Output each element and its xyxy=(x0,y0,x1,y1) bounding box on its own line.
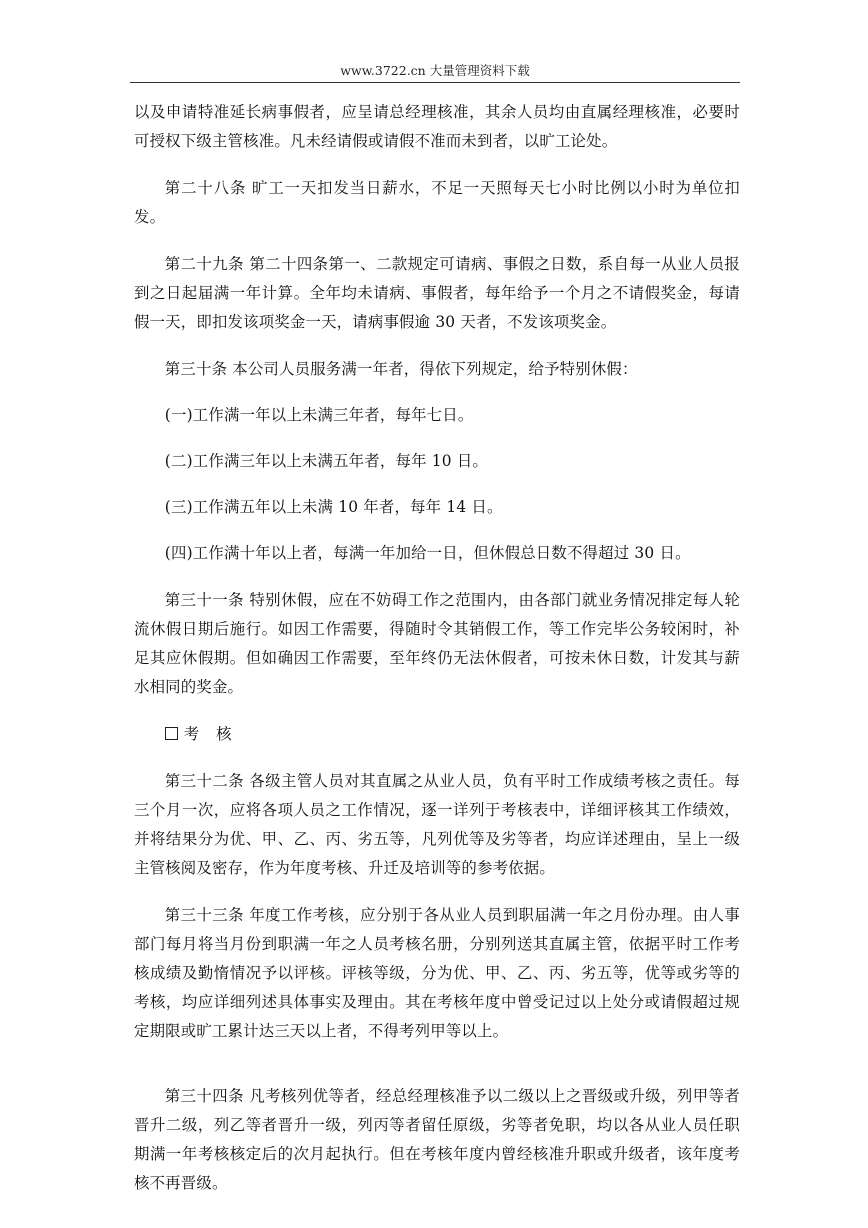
section-heading xyxy=(134,720,740,749)
article-28: 第二十八条 旷工一天扣发当日薪水，不足一天照每天七小时比例以小时为单位扣发。 xyxy=(134,179,740,226)
checkbox-icon xyxy=(165,727,178,740)
article-30: 第三十条 本公司人员服务满一年者，得依下列规定，给予特别休假： xyxy=(164,360,638,378)
list-item-1: (一)工作满一年以上未满三年者，每年七日。 xyxy=(164,406,474,424)
article-33: 第三十三条 年度工作考核，应分别于各从业人员到职届满一年之月份办理。由人事部门每月将当月份到职满一年之人员考核名册，分别列送其直属主管，依据平时工作考核成绩及勤惰情况予以评核。评核等级，分为优、甲、乙、丙、劣五等，优等或劣等的考核，均应详细列述具体事实及理由。其在考核年度中曾受记过以上处分或请假超过规定期限或旷工累计达三天以上者，不得考列甲等以上。 xyxy=(134,906,740,1040)
section-heading-label: 考 核 xyxy=(183,725,238,743)
paragraph-continuation: 以及申请特准延长病事假者，应呈请总经理核准，其余人员均由直属经理核准，必要时可授权下级主管核准。凡未经请假或请假不准而未到者，以旷工论处。 xyxy=(134,103,740,150)
article-29: 第二十九条 第二十四条第一、二款规定可请病、事假之日数，系自每一从业人员报到之日起届满一年计算。全年均未请病、事假者，每年给予一个月之不请假奖金，每请假一天，即扣发该项奖金一天，请病事假逾 30 天者，不发该项奖金。 xyxy=(134,255,740,331)
list-item-2: (二)工作满三年以上未满五年者，每年 10 日。 xyxy=(164,452,489,470)
article-31: 第三十一条 特别休假，应在不妨碍工作之范围内，由各部门就业务情况排定每人轮流休假日期后施行。如因工作需要，得随时令其销假工作，等工作完毕公务较闲时，补足其应休假期。但如确因工作需要，至年终仍无法休假者，可按未休日数，计发其与薪水相同的奖金。 xyxy=(134,591,740,696)
document-body xyxy=(134,98,740,1198)
list-item-4: (四)工作满十年以上者，每满一年加给一日，但休假总日数不得超过 30 日。 xyxy=(164,544,691,562)
header-divider xyxy=(130,82,740,83)
article-34: 第三十四条 凡考核列优等者，经总经理核准予以二级以上之晋级或升级，列甲等者晋升二级，列乙等者晋升一级，列丙等者留任原级，劣等者免职，均以各从业人员任职期满一年考核核定后的次月起执行。但在考核年度内曾经核准升职或升级者，该年度考核不再晋级。 xyxy=(134,1087,740,1192)
page-header: www.3722.cn 大量管理资料下载 xyxy=(340,63,530,78)
list-item-3: (三)工作满五年以上未满 10 年者，每年 14 日。 xyxy=(164,498,503,516)
article-32: 第三十二条 各级主管人员对其直属之从业人员，负有平时工作成绩考核之责任。每三个月一次，应将各项人员之工作情况，逐一详列于考核表中，详细评核其工作绩效，并将结果分为优、甲、乙、丙、劣五等，凡列优等及劣等者，均应详述理由，呈上一级主管核阅及密存，作为年度考核、升迁及培训等的参考依据。 xyxy=(134,772,740,877)
